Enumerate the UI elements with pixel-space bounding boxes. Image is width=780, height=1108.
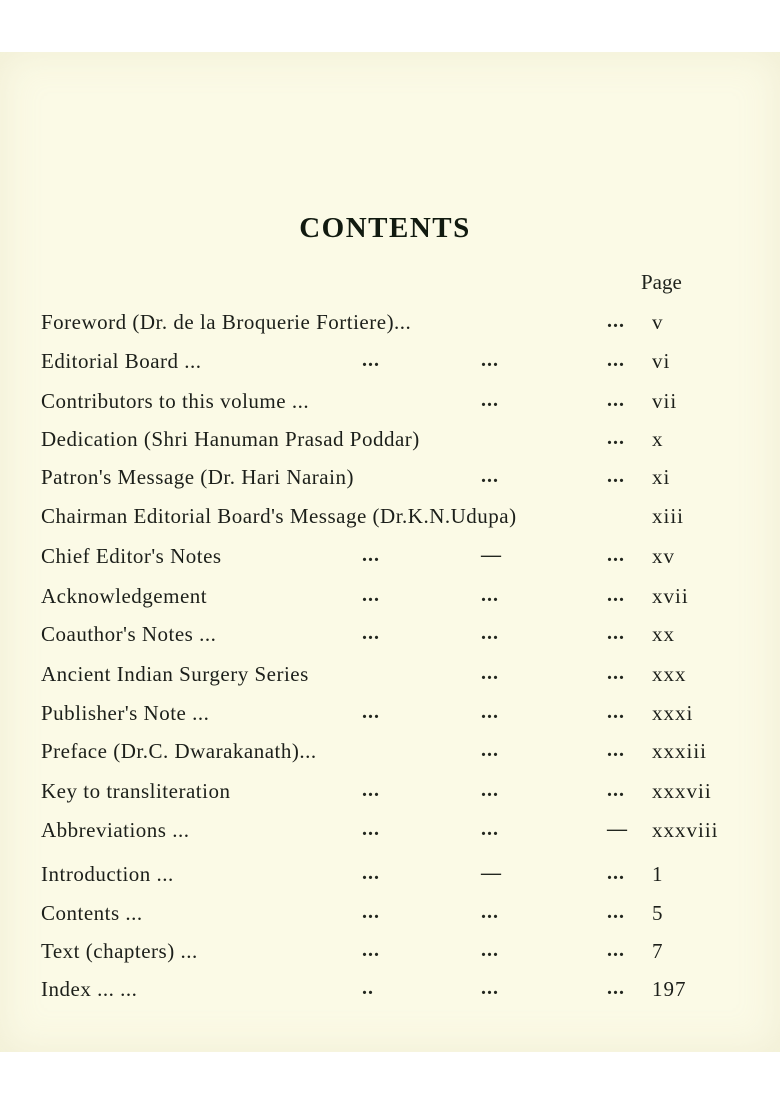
toc-entry-page-number: 7 [652, 939, 664, 963]
toc-entry-title: Coauthor's Notes ... [41, 622, 217, 646]
toc-leader-dots: ... [362, 544, 380, 566]
toc-entry [0, 427, 780, 457]
toc-leader-dots: ... [607, 349, 625, 371]
toc-entry-page-number: vi [652, 349, 671, 373]
toc-leader-dots: ... [481, 389, 499, 411]
toc-entry [0, 465, 780, 495]
toc-leader-dots: ... [481, 584, 499, 606]
toc-entry-title: Index ... ... [41, 977, 138, 1001]
toc-entry [0, 779, 780, 809]
toc-entry [0, 977, 780, 1007]
toc-entry-page-number: x [652, 427, 664, 451]
toc-entry-title: Abbreviations ... [41, 818, 190, 842]
toc-leader-dots: — [607, 818, 628, 840]
toc-entry-page-number: 5 [652, 901, 664, 925]
toc-entry-title: Key to transliteration [41, 779, 231, 803]
toc-entry [0, 349, 780, 379]
toc-entry [0, 622, 780, 652]
toc-leader-dots: ... [481, 662, 499, 684]
toc-entry [0, 701, 780, 731]
toc-entry-title: Chief Editor's Notes [41, 544, 222, 568]
page-column-header: Page [641, 270, 682, 294]
toc-leader-dots: ... [362, 901, 380, 923]
toc-leader-dots: ... [481, 977, 499, 999]
toc-leader-dots: — [481, 862, 502, 884]
toc-leader-dots: ... [607, 901, 625, 923]
toc-leader-dots: ... [481, 939, 499, 961]
toc-entry [0, 862, 780, 892]
toc-leader-dots: ... [481, 349, 499, 371]
toc-entry-page-number: xxxviii [652, 818, 719, 842]
toc-leader-dots: ... [481, 779, 499, 801]
toc-entry-page-number: 197 [652, 977, 687, 1001]
toc-leader-dots: ... [362, 584, 380, 606]
toc-entry-page-number: v [652, 310, 664, 334]
toc-leader-dots: .. [362, 977, 374, 999]
toc-leader-dots: — [481, 544, 502, 566]
toc-entry [0, 389, 780, 419]
toc-leader-dots: ... [362, 622, 380, 644]
toc-leader-dots: ... [607, 977, 625, 999]
toc-leader-dots: ... [607, 701, 625, 723]
toc-leader-dots: ... [362, 862, 380, 884]
toc-entry [0, 504, 780, 534]
toc-entry-page-number: vii [652, 389, 678, 413]
toc-leader-dots: ... [607, 584, 625, 606]
toc-leader-dots: ... [362, 779, 380, 801]
toc-leader-dots: ... [607, 662, 625, 684]
toc-entry-page-number: xxxiii [652, 739, 708, 763]
toc-leader-dots: ... [607, 427, 625, 449]
toc-entry [0, 662, 780, 692]
toc-entry [0, 901, 780, 931]
toc-leader-dots: ... [481, 622, 499, 644]
toc-leader-dots: ... [481, 739, 499, 761]
toc-entry-page-number: xxx [652, 662, 687, 686]
toc-entry-title: Dedication (Shri Hanuman Prasad Poddar) [41, 427, 420, 451]
toc-entry-page-number: xiii [652, 504, 685, 528]
toc-entry-page-number: xv [652, 544, 675, 568]
toc-leader-dots: ... [481, 818, 499, 840]
toc-entry-title: Contents ... [41, 901, 143, 925]
toc-leader-dots: ... [607, 544, 625, 566]
toc-leader-dots: ... [607, 465, 625, 487]
toc-entry-title: Publisher's Note ... [41, 701, 210, 725]
toc-entry-page-number: xxxi [652, 701, 694, 725]
toc-leader-dots: ... [607, 389, 625, 411]
toc-leader-dots: ... [362, 939, 380, 961]
toc-entry [0, 310, 780, 340]
toc-entry-title: Foreword (Dr. de la Broquerie Fortiere)... [41, 310, 412, 334]
toc-leader-dots: ... [607, 739, 625, 761]
toc-entry-title: Patron's Message (Dr. Hari Narain) [41, 465, 354, 489]
toc-entry-title: Chairman Editorial Board's Message (Dr.K.N.Udupa) [41, 504, 517, 528]
toc-entry-page-number: xi [652, 465, 671, 489]
toc-entry-page-number: xxxvii [652, 779, 712, 803]
toc-leader-dots: ... [362, 818, 380, 840]
toc-entry-title: Acknowledgement [41, 584, 208, 608]
toc-entry-title: Editorial Board ... [41, 349, 202, 373]
toc-entry-title: Introduction ... [41, 862, 174, 886]
toc-entry-title: Preface (Dr.C. Dwarakanath)... [41, 739, 317, 763]
toc-leader-dots: ... [607, 939, 625, 961]
toc-leader-dots: ... [607, 862, 625, 884]
toc-leader-dots: ... [481, 901, 499, 923]
contents-heading: CONTENTS [299, 212, 471, 244]
toc-entry-page-number: xvii [652, 584, 689, 608]
toc-leader-dots: ... [607, 310, 625, 332]
toc-entry [0, 818, 780, 848]
toc-entry [0, 584, 780, 614]
toc-entry [0, 939, 780, 969]
toc-entry-page-number: 1 [652, 862, 664, 886]
toc-entry [0, 544, 780, 574]
toc-entry-title: Ancient Indian Surgery Series [41, 662, 309, 686]
toc-leader-dots: ... [481, 465, 499, 487]
toc-entry-page-number: xx [652, 622, 675, 646]
toc-entry-title: Contributors to this volume ... [41, 389, 310, 413]
toc-entry [0, 739, 780, 769]
toc-leader-dots: ... [362, 701, 380, 723]
toc-leader-dots: ... [607, 779, 625, 801]
toc-leader-dots: ... [362, 349, 380, 371]
toc-leader-dots: ... [607, 622, 625, 644]
toc-entry-title: Text (chapters) ... [41, 939, 198, 963]
toc-leader-dots: ... [481, 701, 499, 723]
